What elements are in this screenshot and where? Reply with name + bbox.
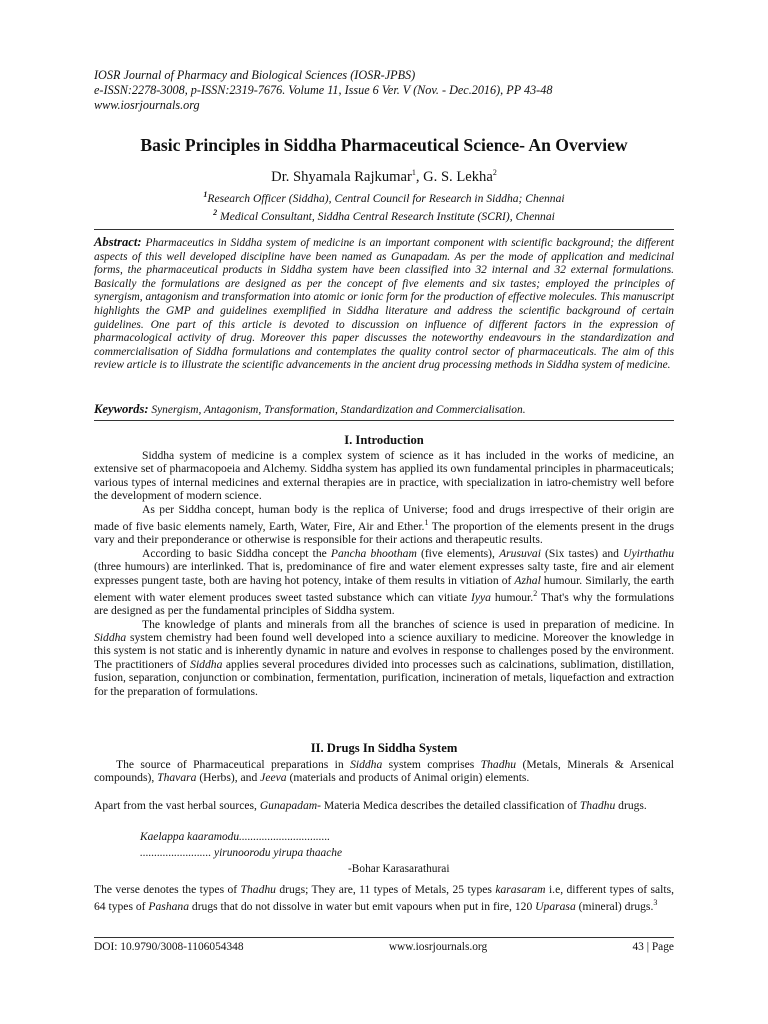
- term-thadhu-1: Thadhu: [480, 758, 517, 771]
- intro-paragraph-1: Siddha system of medicine is a complex system of science as it has included in the works of medicine, an extensive set of pharmacopoeia and Alchemy. Siddha system has applied its own fundamental principles in pharmaceuticals; various types of internal medicines and external therapies are in practice, with specialization in iatro-chemistry well before the development of modern science.: [94, 449, 674, 503]
- term-jeeva: Jeeva: [260, 771, 287, 785]
- term-thadhu-3: Thadhu: [240, 883, 276, 896]
- term-arusuvai: Arusuvai: [499, 546, 541, 560]
- footer-website[interactable]: www.iosrjournals.org: [388, 941, 488, 953]
- drugs-paragraph-1: [94, 758, 674, 785]
- drugs-p3-text-b: drugs; They are, 11 types of Metals, 25 types: [275, 883, 496, 896]
- section-2-heading: II. Drugs In Siddha System: [310, 741, 458, 755]
- keywords-text: Synergism, Antagonism, Transformation, Standardization and Commercialisation.: [148, 404, 526, 416]
- term-iyya: Iyya: [470, 590, 491, 604]
- keywords: [94, 402, 674, 417]
- footer-rule: [94, 937, 674, 938]
- citation-1: 1: [424, 518, 429, 528]
- verse-block: [140, 829, 450, 877]
- journal-issn-volume: e-ISSN:2278-3008, p-ISSN:2319-7676. Volume 11, Issue 6 Ver. V (Nov. - Dec.2016), PP 43-48: [94, 83, 553, 97]
- intro-p3-text-e: humour. Similarly, the earth element with water element produces sweet tasted substance which can vitiate: [94, 573, 674, 604]
- term-siddha-2: Siddha: [190, 657, 223, 671]
- drugs-p1-text-e: (materials and products of Animal origin) elements.: [286, 771, 530, 785]
- drugs-p3-text-c: i.e, different types of salts, 64 types of: [94, 883, 675, 914]
- intro-p2-text-b: The proportion of the elements present in the drugs vary and their preponderance or otherwise is responsible for their actions and therapeutic results.: [94, 519, 674, 547]
- term-azhal: Azhal: [514, 573, 541, 587]
- drugs-paragraph-3: [94, 883, 674, 914]
- term-karasaram: karasaram: [495, 883, 546, 896]
- footer-doi[interactable]: DOI: 10.9790/3008-1106054348: [94, 941, 244, 953]
- abstract-text: Pharmaceutics in Siddha system of medicine is an important component with scientific background; the different aspects of this well developed discipline have been named as Gunapadam. As per the mode of application and medicinal forms, the pharmaceutical products in Siddha system have been classified into 32 internal and 32 external formulations. Basically the formulations are designed as per the concept of five elements and six tastes; employed the principles of synergism, antagonism and transformation into atomic or ionic form for the production of effective molecules. This manuscript highlights the GMP and guidelines exemplified in Siddha literature and address the scientific background of certain guidelines. One part of this article is devoted to discussion on influence of different factors in the expression of pharmacological activity of drug. Moreover this paper discusses the noteworthy endeavours in the standardization and commercialisation of Siddha formulations and contemplates the quality control sector of pharmaceuticals. The aim of this review article is to illustrate the scientific advancements in the ancient drug processing methods in Siddha system of medicine.: [94, 237, 674, 372]
- drugs-p3-text-a: The verse denotes the types of: [94, 883, 241, 896]
- citation-3: 3: [653, 898, 658, 908]
- page-footer: [94, 941, 674, 953]
- intro-p3-text-g: That's why the formulations are designed as per the fundamental principles of Siddha system.: [94, 590, 674, 618]
- intro-p3-text-a: According to basic Siddha concept the: [142, 546, 331, 560]
- section-2-body-3: [94, 883, 674, 914]
- affiliation-1: [0, 188, 768, 206]
- drugs-p2-text-c: drugs.: [615, 799, 647, 812]
- affiliation-2-marker: 2: [213, 207, 218, 217]
- term-uyirthathu: Uyirthathu: [623, 546, 674, 560]
- author-line: [0, 168, 768, 186]
- term-pashana: Pashana: [148, 900, 189, 914]
- intro-p3-text-c: (Six tastes) and: [540, 546, 624, 560]
- author-2-marker: 2: [492, 168, 497, 177]
- author-2: G. S. Lekha: [423, 168, 493, 185]
- abstract: [94, 236, 674, 373]
- journal-header: [94, 68, 552, 113]
- term-thadhu-2: Thadhu: [579, 799, 616, 812]
- abstract-bottom-rule: [94, 420, 674, 421]
- abstract-label: Abstract:: [94, 235, 142, 249]
- affiliation-1-marker: 1: [203, 190, 208, 199]
- author-separator: ,: [415, 168, 424, 185]
- verse-line-1: Kaelappa kaaramodu................................: [140, 831, 331, 843]
- paper-title: Basic Principles in Siddha Pharmaceutical Science- An Overview: [140, 135, 628, 155]
- section-2-body-2: [94, 799, 674, 812]
- section-2-body-1: [94, 758, 674, 785]
- drugs-p3-text-d: drugs that do not dissolve in water but emit vapours when put in fire, 120: [189, 900, 536, 914]
- journal-website[interactable]: www.iosrjournals.org: [94, 98, 200, 112]
- drugs-paragraph-2: [94, 799, 674, 812]
- citation-2: 2: [533, 588, 538, 598]
- term-gunapadam: Gunapadam: [259, 799, 318, 812]
- section-1-body: [94, 449, 674, 698]
- footer-page-number: 43 | Page: [632, 941, 674, 953]
- affiliation-1-text: Research Officer (Siddha), Central Council for Research in Siddha; Chennai: [207, 191, 565, 205]
- drugs-p3-text-e: (mineral) drugs.: [575, 900, 654, 914]
- author-1: Dr. Shyamala Rajkumar: [271, 168, 412, 185]
- term-thavara: Thavara: [157, 771, 197, 785]
- drugs-p1-text-b: system comprises: [382, 758, 481, 771]
- intro-p2-text-a: As per Siddha concept, human body is the replica of Universe; food and drugs irrespective of their origin are made of five basic elements namely, Earth, Water, Fire, Air and Ether.: [94, 502, 674, 533]
- term-siddha-1: Siddha: [94, 631, 127, 644]
- drugs-p2-text-b: - Materia Medica describes the detailed classification of: [317, 799, 580, 812]
- intro-p3-text-d: (three humours) are interlinked. That is, predominance of fire and water element expresses salty taste, fire and air element expresses pungent taste, both are having hot potency, intake of them results in vitiation of: [94, 560, 674, 587]
- term-uparasa: Uparasa: [535, 900, 576, 914]
- drugs-p1-text-a: The source of Pharmaceutical preparations in: [116, 758, 351, 771]
- term-pancha-bhootham: Pancha bhootham: [330, 546, 417, 560]
- drugs-p1-text-c: (Metals, Minerals & Arsenical compounds),: [94, 758, 674, 785]
- affiliation-2-text: Medical Consultant, Siddha Central Research Institute (SCRI), Chennai: [217, 209, 555, 223]
- intro-paragraph-3: [94, 547, 674, 618]
- intro-p4-text-a: The knowledge of plants and minerals from all the branches of science is used in preparation of medicine. In: [142, 617, 674, 631]
- affiliations: [0, 188, 768, 224]
- intro-p4-text-b: system chemistry had been found well developed into a science auxiliary to medicine. Moreover the knowledge in this system is not static and is inherently dynamic in nature and evolves in response to challenges posed by the environment. The practitioners of: [94, 631, 674, 671]
- intro-paragraph-2: [94, 503, 674, 547]
- section-1-heading: I. Introduction: [344, 433, 424, 447]
- intro-p4-text-c: applies several procedures divided into processes such as calcinations, sublimation, distillation, fusion, separation, conjunction or combination, fermentation, purification, incineration of metals, liquefaction and extraction for the preparation of formulations.: [94, 657, 675, 698]
- keywords-label: Keywords:: [94, 402, 149, 416]
- term-siddha-3: Siddha: [350, 758, 383, 771]
- abstract-top-rule: [94, 229, 674, 230]
- verse-attribution: -Bohar Karasarathurai: [348, 863, 450, 875]
- drugs-p2-text-a: Apart from the vast herbal sources,: [94, 799, 260, 812]
- intro-paragraph-4: [94, 618, 674, 698]
- journal-name: IOSR Journal of Pharmacy and Biological Sciences (IOSR-JPBS): [94, 68, 416, 82]
- intro-p3-text-f: humour.: [490, 590, 534, 604]
- intro-p3-text-b: (five elements),: [416, 546, 500, 560]
- author-1-marker: 1: [411, 168, 416, 177]
- drugs-p1-text-d: (Herbs), and: [196, 771, 261, 785]
- affiliation-2: [0, 206, 768, 224]
- verse-line-2: ......................... yirunoorodu yirupa thaache: [140, 847, 343, 859]
